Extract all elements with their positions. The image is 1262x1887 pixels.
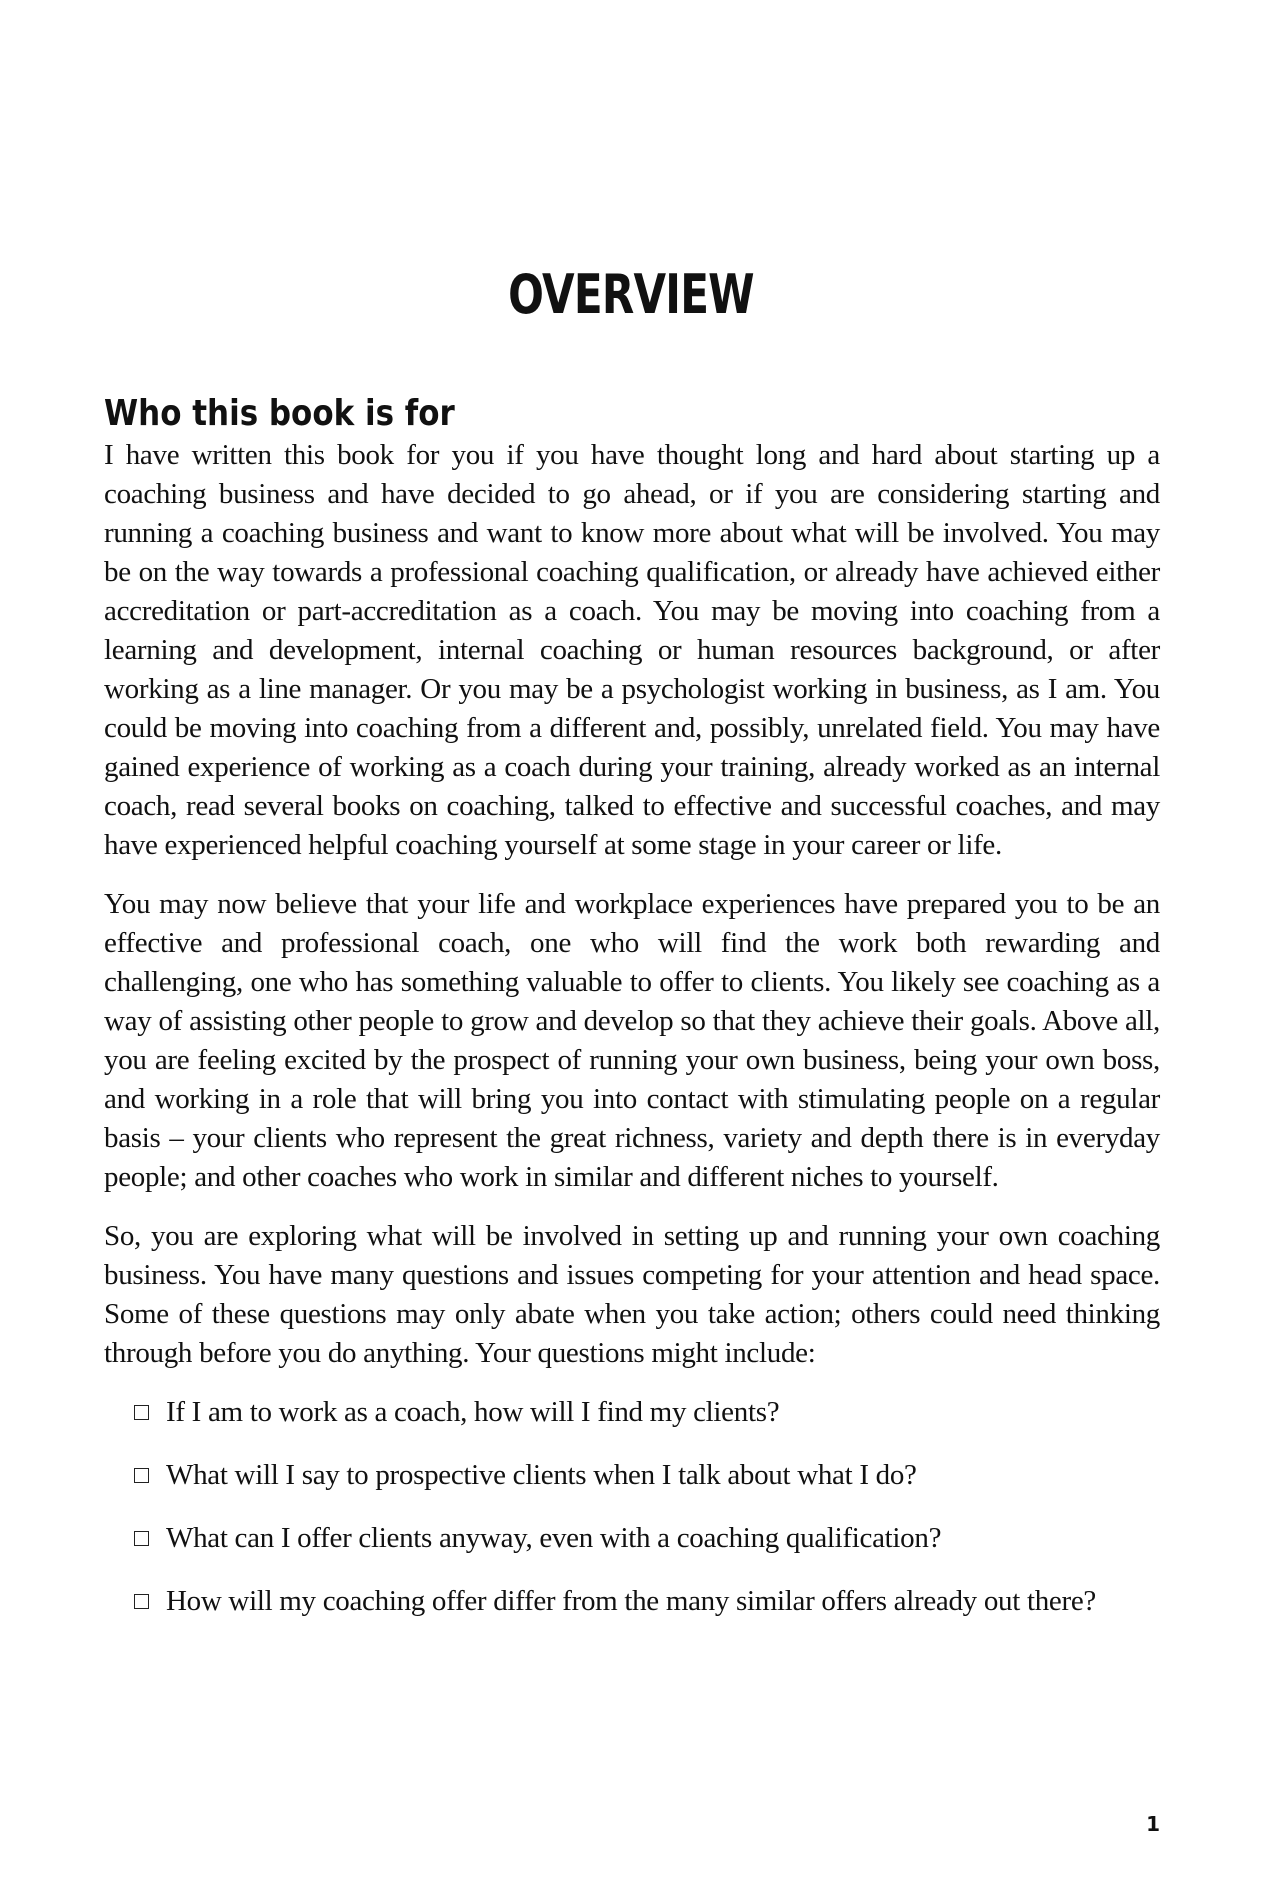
question-text: If I am to work as a coach, how will I find my clients? bbox=[166, 1396, 780, 1428]
chapter-title: OVERVIEW bbox=[508, 263, 754, 326]
question-text: What will I say to prospective clients when I talk about what I do? bbox=[166, 1459, 917, 1491]
checkbox-icon bbox=[134, 1531, 149, 1546]
paragraph-3: So, you are exploring what will be involved in setting up and running your own coaching business. You have many questions and issues competing for your attention and head space. Some of these questions may only abate when you take action; others could need thinking through before you do anything. Your questions might include: bbox=[104, 1220, 1160, 1369]
paragraph-2: You may now believe that your life and workplace experiences have prepared you to be an effective and professional coach, one who will find the work both rewarding and challenging, one who has something valuable to offer to clients. You likely see coaching as a way of assisting other people to grow and develop so that they achieve their goals. Above all, you are feeling excited by the prospect of running your own business, being your own boss, and working in a role that will bring you into contact with stimulating people on a regular basis – your clients who represent the great richness, variety and depth there is in everyday people; and other coaches who work in similar and different niches to yourself. bbox=[104, 888, 1160, 1193]
question-item bbox=[134, 1582, 1160, 1621]
question-item bbox=[134, 1393, 1160, 1432]
checkbox-icon bbox=[134, 1405, 149, 1420]
question-list bbox=[104, 1393, 1160, 1621]
paragraph-1: I have written this book for you if you have thought long and hard about starting up a coaching business and have decided to go ahead, or if you are considering starting and running a coaching business and want to know more about what will be involved. You may be on the way towards a professional coaching qualification, or already have achieved either accreditation or part-accreditation as a coach. You may be moving into coaching from a learning and development, internal coaching or human resources background, or after working as a line manager. Or you may be a psychologist working in business, as I am. You could be moving into coaching from a different and, possibly, unrelated field. You may have gained experience of working as a coach during your training, already worked as an internal coach, read several books on coaching, talked to effective and successful coaches, and may have experienced helpful coaching yourself at some stage in your career or life. bbox=[104, 439, 1160, 861]
page-number: 1 bbox=[1146, 1812, 1160, 1836]
page-content bbox=[104, 392, 1160, 1645]
question-item bbox=[134, 1456, 1160, 1495]
checkbox-icon bbox=[134, 1594, 149, 1609]
question-item bbox=[134, 1519, 1160, 1558]
checkbox-icon bbox=[134, 1468, 149, 1483]
question-text: How will my coaching offer differ from the many similar offers already out there? bbox=[166, 1585, 1096, 1617]
question-text: What can I offer clients anyway, even with a coaching qualification? bbox=[166, 1522, 942, 1554]
section-heading: Who this book is for bbox=[104, 393, 455, 434]
